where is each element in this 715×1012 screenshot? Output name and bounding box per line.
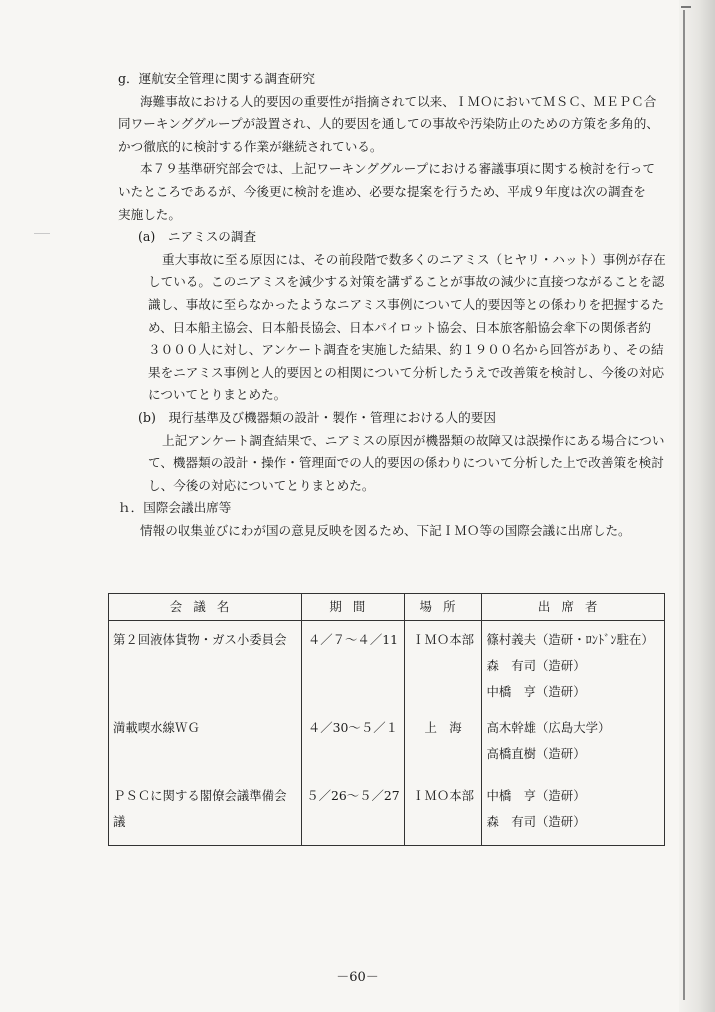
para-line: についてとりまとめた。 [148,387,287,403]
attendee: 森 有司（造研） [486,814,586,829]
para-line: め、日本船主協会、日本船長協会、日本パイロット協会、日本旅客船協会傘下の関係者約 [148,319,651,335]
meeting-place: ＩＭＯ本部 [404,777,482,846]
para-line: 同ワーキンググループが設置され、人的要因を通しての事故や汚染防止のための方策を多角的、 [118,116,659,132]
page-number: －60－ [336,970,379,985]
para-line: し、今後の対応についてとりまとめた。 [148,477,375,493]
section-h-para: 情報の収集並びにわが国の意見反映を図るため、下記ＩＭＯ等の国際会議に出席した。 [140,522,631,538]
table-row [109,709,665,777]
para-line: 上記アンケート調査結果で、ニアミスの原因が機器類の故障又は誤操作にある場合につい [162,432,665,448]
attendee: 高木幹雄（広島大学） [486,720,611,735]
para-line: ３０００人に対し、アンケート調査を実施した結果、約１９００名から回答があり、その結 [148,342,664,358]
attendee: 中橋 亨（造研） [486,788,586,803]
subsection-a-body [138,249,670,407]
header-attendees: 出席者 [482,594,665,621]
section-h [118,497,670,542]
para-line: 実施した。 [118,206,181,222]
section-g [118,68,670,497]
para-line: 識し、事故に至らなかったようなニアミス事例について人的要因等との係わりを把握するた [148,296,665,312]
para-line: かつ徹底的に検討する作業が継続されている。 [118,138,383,154]
para-line: 重大事故に至る原因には、その前段階で数多くのニアミス（ヒヤリ・ハット）事例が存在 [162,251,666,267]
meeting-place: ＩＭＯ本部 [404,621,482,710]
margin-mark [34,233,50,234]
meeting-name: 第２回液体貨物・ガス小委員会 [109,621,302,710]
attendee: 中橋 亨（造研） [486,684,586,699]
para-line: て、機器類の設計・操作・管理面での人的要因の係わりについて分析した上で改善策を検討 [148,455,664,471]
meeting-place: 上 海 [404,709,482,777]
para-line: いたところであるが、今後更に検討を進め、必要な提案を行うため、平成９年度は次の調査を [118,183,646,199]
subsection-a-heading: (a) ニアミスの調査 [138,229,257,245]
attendee: 高橋直樹（造研） [486,746,586,761]
meeting-period: ４／30～５／１ [302,709,405,777]
para-line: 海難事故における人的要因の重要性が指摘されて以来、ＩＭＯにおいてＭＳＣ、ＭＥＰＣ合 [140,93,657,109]
meeting-period: ４／７～４／11 [302,621,405,710]
para-line: 本７９基準研究部会では、上記ワーキンググループにおける審議事項に関する検討を行って [140,161,655,177]
meeting-period: ５／26～５／27 [302,777,405,846]
subsection-b-heading: (b) 現行基準及び機器類の設計・製作・管理における人的要因 [138,409,496,425]
meeting-name: ＰＳＣに関する閣僚会議準備会議 [109,777,302,846]
section-h-heading: ｈ．国際会議出席等 [118,500,232,516]
section-g-heading: g．運航安全管理に関する調査研究 [118,71,315,86]
header-period: 期間 [302,594,405,621]
header-place: 場所 [404,594,482,621]
meeting-attendees [482,777,665,846]
para-line: 果をニアミス事例と人的要因との相関について分析したうえで改善策を検討し、今後の対応 [148,364,665,380]
section-g-para2 [118,158,670,181]
para-line: している。このニアミスを減少する対策を講ずることが事故の減少に直接つながることを認 [148,274,665,290]
subsection-b-body [138,430,670,498]
binding-line [683,10,685,1000]
binding-tick [681,6,691,8]
table-header-row [109,594,665,621]
section-g-para1 [118,91,670,114]
meeting-attendees [482,621,665,710]
meeting-attendees [482,709,665,777]
attendee: 森 有司（造研） [486,658,586,673]
table-row [109,621,665,710]
table-row [109,777,665,846]
subsection-a [118,226,670,407]
document-body [118,68,670,542]
meeting-name: 満載喫水線ＷＧ [109,709,302,777]
attendee: 篠村義夫（造研・ﾛﾝﾄﾞﾝ駐在） [486,632,654,647]
header-meeting-name: 会議名 [109,594,302,621]
meetings-table [108,593,665,846]
subsection-b [118,407,670,497]
